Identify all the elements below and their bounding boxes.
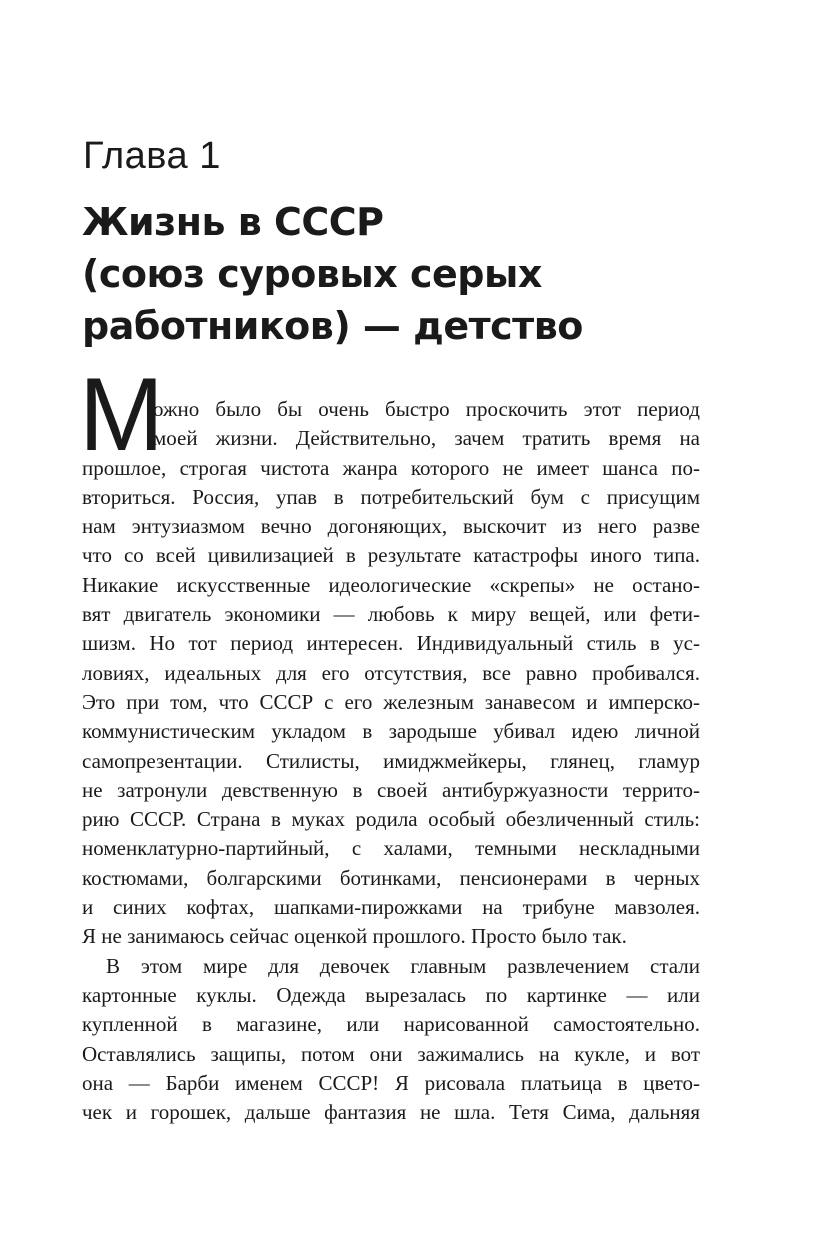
text-line: шизм. Но тот период интересен. Индивидуальный стиль в ус- [82,631,700,656]
text-line: Я не занимаюсь сейчас оценкой прошлого. Просто было так. [82,924,627,949]
text-line: картонные куклы. Одежда вырезалась по картинке — или [82,982,700,1007]
text-line: Оставлялись защипы, потом они зажимались на кукле, и вот [82,1041,700,1066]
text-line: коммунистическим укладом в зародыше убивал идею личной [82,719,700,744]
drop-cap: М [79,357,164,473]
text-line: В этом мире для девочек главным развлечением стали [106,953,700,978]
text-line: нам энтузиазмом вечно догоняющих, выскочит из него разве [82,514,700,539]
text-line: самопрезентации. Стилисты, имиджмейкеры, глянец, гламур [82,748,700,773]
text-line: чек и горошек, дальше фантазия не шла. Тетя Сима, дальняя [82,1100,700,1125]
chapter-label: Глава 1 [83,135,221,177]
chapter-title [82,196,742,352]
text-line: купленной в магазине, или нарисованной самостоятельно. [82,1012,700,1037]
text-line: вят двигатель экономики — любовь к миру вещей, или фети- [82,602,700,627]
text-line: рию СССР. Страна в муках родила особый обезличенный стиль: [82,807,700,832]
text-line: ловиях, идеальных для его отсутствия, все равно пробивался. [82,660,700,685]
text-line: Это при том, что СССР с его железным занавесом и имперско- [82,689,700,714]
chapter-title-line: работников) — детство [82,304,583,348]
text-line: прошлое, строгая чистота жанра которого не имеет шанса по- [82,455,700,480]
chapter-title-line: (союз суровых серых [82,252,542,296]
text-line: она — Барби именем СССР! Я рисовала платьица в цвето- [82,1070,700,1095]
text-line: костюмами, болгарскими ботинками, пенсионерами в черных [82,865,700,890]
text-line: что со всей цивилизацией в результате катастрофы иного типа. [82,543,700,568]
body-text [82,395,700,1127]
text-line: номенклатурно-партийный, с халами, темными нескладными [82,836,700,861]
text-line: Никакие искусственные идеологические «скрепы» не остано- [82,572,700,597]
text-line: моей жизни. Действительно, зачем тратить время на [153,426,700,451]
chapter-title-line: Жизнь в СССР [82,200,384,244]
text-line: не затронули девственную в своей антибуржуазности террито- [82,777,700,802]
text-line: и синих кофтах, шапками-пирожками на трибуне мавзолея. [82,895,700,920]
text-line: вториться. Россия, упав в потребительский бум с присущим [82,484,700,509]
text-line: ожно было бы очень быстро проскочить этот период [153,397,700,421]
